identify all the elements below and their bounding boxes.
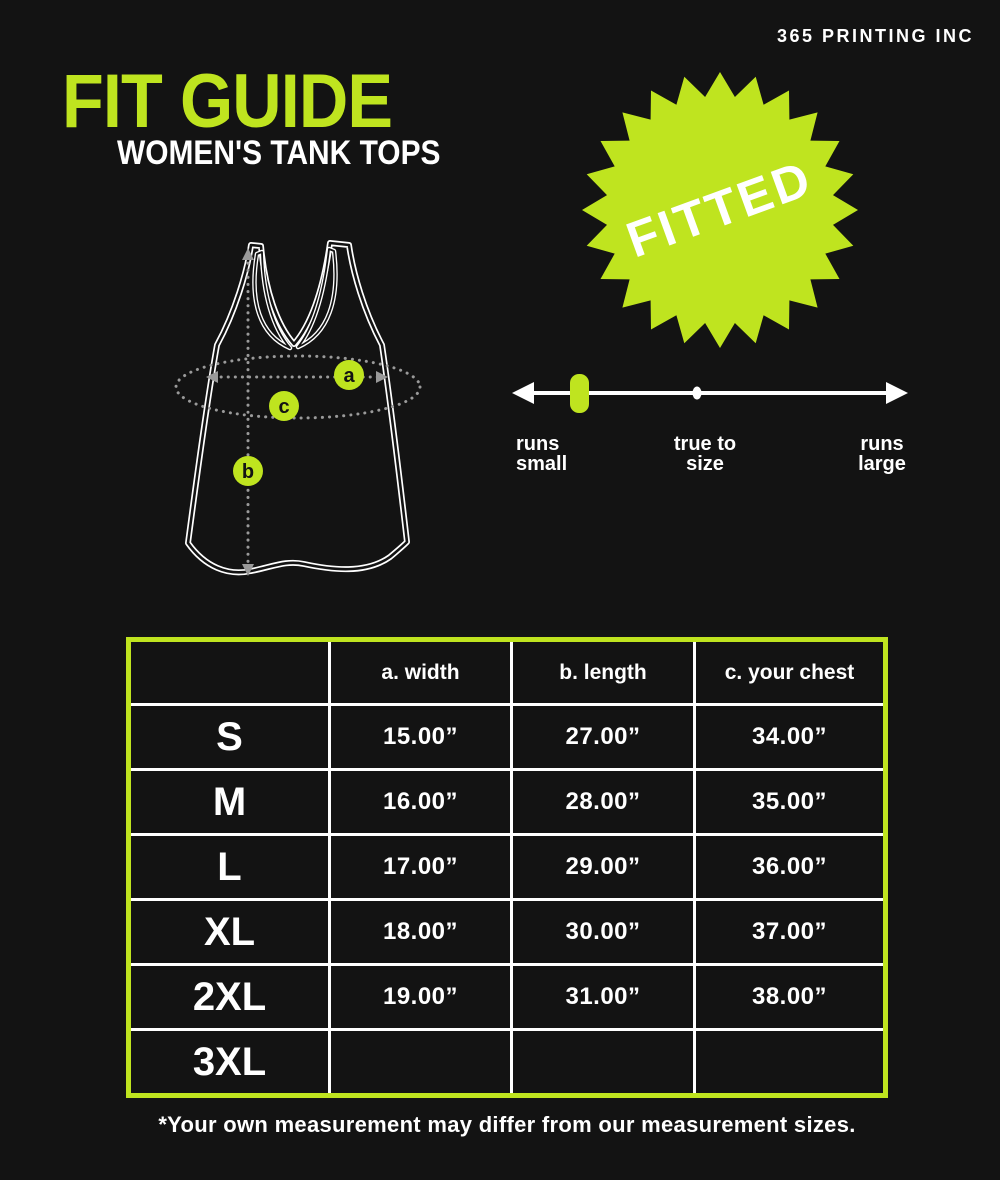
scale-label-line: runs (516, 433, 560, 455)
table-cell-width (331, 1031, 510, 1093)
true-to-size-tick (693, 387, 702, 400)
marker-c (269, 391, 299, 421)
footnote: *Your own measurement may differ from our measurement sizes. (158, 1112, 856, 1137)
scale-label-runs-small (516, 434, 596, 474)
scale-label-true-to-size (645, 434, 765, 474)
marker-c-label: c (278, 396, 290, 418)
table-cell-length: 30.00” (513, 901, 693, 963)
table-cell-width: 17.00” (331, 836, 510, 898)
table-cell-chest: 35.00” (696, 771, 883, 833)
table-header-blank (131, 642, 328, 703)
table-cell-size: 2XL (131, 966, 328, 1028)
marker-b (233, 456, 263, 486)
table-cell-length: 29.00” (513, 836, 693, 898)
table-header-length: b. length (513, 642, 693, 703)
scale-label-line: true to (673, 433, 737, 455)
table-cell-width: 18.00” (331, 901, 510, 963)
scale-label-line: runs (860, 433, 904, 455)
table-cell-size: M (131, 771, 328, 833)
table-cell-width: 16.00” (331, 771, 510, 833)
scale-slider (570, 374, 589, 413)
table-header-width: a. width (331, 642, 510, 703)
table-cell-width: 19.00” (331, 966, 510, 1028)
table-cell-size: S (131, 706, 328, 768)
table-cell-chest: 34.00” (696, 706, 883, 768)
length-arrow (242, 248, 254, 576)
table-cell-chest: 38.00” (696, 966, 883, 1028)
fitted-badge (578, 68, 862, 352)
table-cell-width: 15.00” (331, 706, 510, 768)
table-cell-chest: 37.00” (696, 901, 883, 963)
fitted-badge-label: FITTED (619, 149, 820, 269)
size-table (126, 637, 888, 1098)
table-cell-size: XL (131, 901, 328, 963)
table-cell-length: 31.00” (513, 966, 693, 1028)
table-cell-length (513, 1031, 693, 1093)
tank-top-diagram (150, 230, 450, 590)
page-title: FIT GUIDE (62, 59, 393, 144)
table-cell-size: 3XL (131, 1031, 328, 1093)
table-cell-size: L (131, 836, 328, 898)
scale-arrowhead-right (886, 382, 908, 404)
brand-text: 365 PRINTING INC (776, 26, 974, 46)
page-subtitle: WOMEN'S TANK TOPS (117, 134, 441, 172)
fit-scale (500, 358, 920, 422)
scale-label-line: large (858, 453, 906, 475)
table-header-chest: c. your chest (696, 642, 883, 703)
marker-a (334, 360, 364, 390)
marker-b-label: b (241, 461, 255, 483)
scale-label-line: size (686, 453, 724, 475)
marker-a-label: a (343, 365, 355, 387)
scale-arrowhead-left (512, 382, 534, 404)
table-cell-chest (696, 1031, 883, 1093)
scale-label-line: small (516, 453, 568, 475)
table-cell-length: 28.00” (513, 771, 693, 833)
table-cell-chest: 36.00” (696, 836, 883, 898)
scale-label-runs-large (846, 434, 918, 474)
table-cell-length: 27.00” (513, 706, 693, 768)
